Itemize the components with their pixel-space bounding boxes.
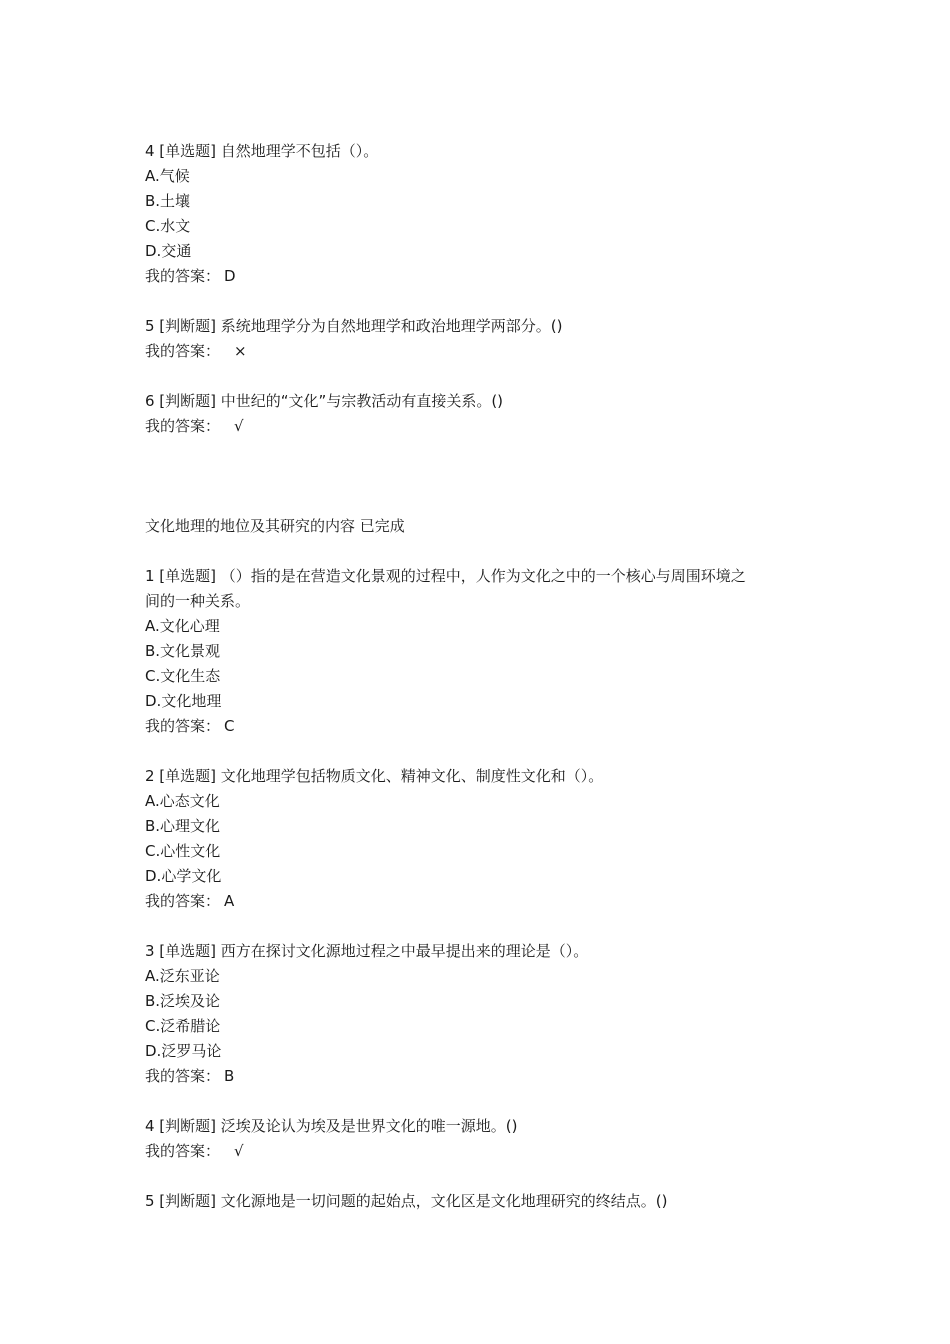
answer-value: D <box>224 267 236 285</box>
answer-line <box>145 1139 825 1164</box>
question-header: 4 [判断题] 泛埃及论认为埃及是世界文化的唯一源地。() <box>145 1117 518 1135</box>
question-header-continued: 间的一种关系。 <box>145 592 251 610</box>
question-block <box>145 939 825 1089</box>
option-b: B.心理文化 <box>145 817 221 835</box>
document-page <box>145 139 825 1214</box>
answer-value: × <box>234 342 247 360</box>
answer-line <box>145 264 825 289</box>
answer-value: B <box>224 1067 235 1085</box>
question-header: 4 [单选题] 自然地理学不包括（）。 <box>145 142 379 160</box>
question-block <box>145 389 825 439</box>
question-header: 6 [判断题] 中世纪的“文化”与宗教活动有直接关系。() <box>145 392 504 410</box>
answer-label: 我的答案： <box>145 717 221 735</box>
answer-line <box>145 889 825 914</box>
answer-value: A <box>224 892 235 910</box>
answer-label: 我的答案： <box>145 417 221 435</box>
option-a: A.心态文化 <box>145 792 220 810</box>
answer-label: 我的答案： <box>145 1067 221 1085</box>
question-block <box>145 139 825 289</box>
section-title: 文化地理的地位及其研究的内容 已完成 <box>145 517 405 535</box>
option-b: B.泛埃及论 <box>145 992 221 1010</box>
answer-line <box>145 714 825 739</box>
answer-line <box>145 1064 825 1089</box>
question-block <box>145 764 825 914</box>
option-a: A.文化心理 <box>145 617 220 635</box>
option-d: D.交通 <box>145 242 192 260</box>
answer-label: 我的答案： <box>145 1142 221 1160</box>
answer-label: 我的答案： <box>145 892 221 910</box>
question-block <box>145 564 825 739</box>
option-d: D.文化地理 <box>145 692 222 710</box>
answer-label: 我的答案： <box>145 342 221 360</box>
answer-label: 我的答案： <box>145 267 221 285</box>
option-b: B.文化景观 <box>145 642 221 660</box>
question-header: 5 [判断题] 文化源地是一切问题的起始点，文化区是文化地理研究的终结点。() <box>145 1192 668 1210</box>
answer-line <box>145 414 825 439</box>
question-block <box>145 1189 825 1214</box>
question-header: 5 [判断题] 系统地理学分为自然地理学和政治地理学两部分。() <box>145 317 563 335</box>
option-a: A.气候 <box>145 167 190 185</box>
option-d: D.心学文化 <box>145 867 222 885</box>
question-block <box>145 1114 825 1164</box>
answer-line <box>145 339 825 364</box>
option-d: D.泛罗马论 <box>145 1042 222 1060</box>
option-c: C.文化生态 <box>145 667 221 685</box>
option-c: C.泛希腊论 <box>145 1017 221 1035</box>
answer-value: C <box>224 717 235 735</box>
option-a: A.泛东亚论 <box>145 967 220 985</box>
answer-value: √ <box>234 417 244 435</box>
question-block <box>145 314 825 364</box>
option-c: C.水文 <box>145 217 191 235</box>
answer-value: √ <box>234 1142 244 1160</box>
question-header: 2 [单选题] 文化地理学包括物质文化、精神文化、制度性文化和（）。 <box>145 767 604 785</box>
option-c: C.心性文化 <box>145 842 221 860</box>
option-b: B.土壤 <box>145 192 191 210</box>
question-header: 1 [单选题] （）指的是在营造文化景观的过程中，人作为文化之中的一个核心与周围环境之 <box>145 567 746 585</box>
question-header: 3 [单选题] 西方在探讨文化源地过程之中最早提出来的理论是（）。 <box>145 942 589 960</box>
